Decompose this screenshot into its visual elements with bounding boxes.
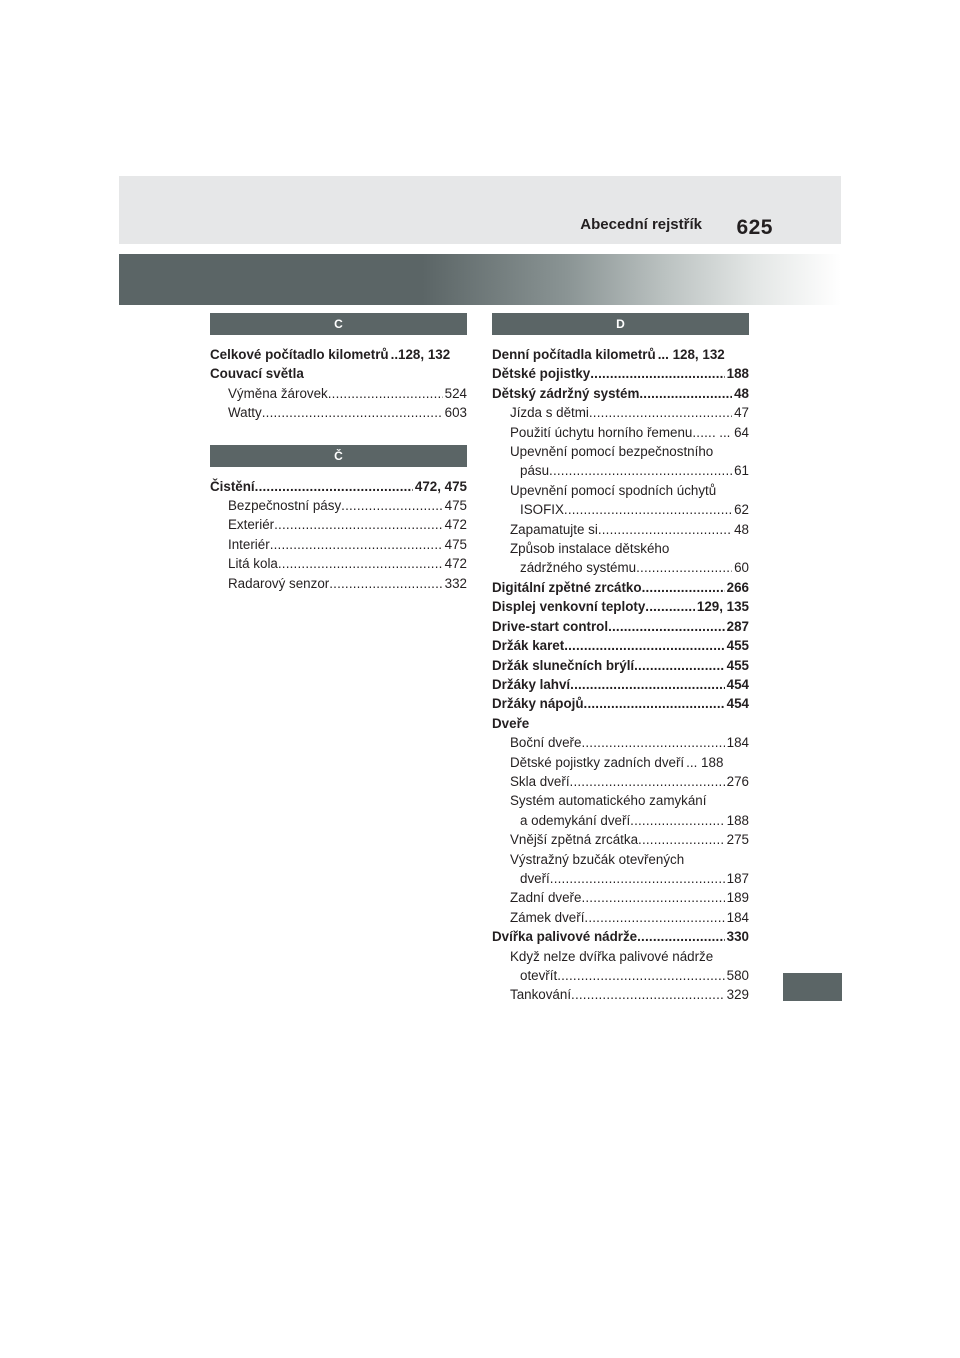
index-subentry: Když nelze dvířka palivové nádrže bbox=[510, 948, 714, 964]
index-subentry: Způsob instalace dětského bbox=[510, 541, 670, 557]
index-entry: Couvací světla bbox=[210, 366, 304, 382]
index-entry: Držáky lahví ..... 454 bbox=[492, 675, 749, 694]
section-title: Abecední rejstřík bbox=[580, 216, 702, 233]
index-subentry: Upevnění pomocí spodních úchytů bbox=[510, 482, 717, 498]
index-entry: Dětské pojistky ..... 188 bbox=[492, 364, 749, 383]
index-subentry: Boční dveře ..... 184 bbox=[492, 733, 749, 752]
index-subentry: Bezpečnostní pásy ..... 475 bbox=[210, 496, 467, 515]
index-section-c bbox=[210, 313, 467, 423]
index-subentry: Tankování ..... 329 bbox=[492, 985, 749, 1004]
index-entry: Drive-start control ..... 287 bbox=[492, 617, 749, 636]
index-entry: Digitální zpětné zrcátko ..... 266 bbox=[492, 578, 749, 597]
index-subentry: Výstražný bzučák otevřených bbox=[510, 851, 685, 867]
index-subentry: Radarový senzor ..... 332 bbox=[210, 574, 467, 593]
index-column-left bbox=[210, 313, 467, 615]
index-subentry-continued: otevřít ..... 580 bbox=[492, 966, 749, 985]
index-entry: Dveře bbox=[492, 715, 530, 731]
index-subentry-continued: a odemykání dveří ..... 188 bbox=[492, 811, 749, 830]
index-subentry: Zámek dveří ..... 184 bbox=[492, 908, 749, 927]
index-subentry: Systém automatického zamykání bbox=[510, 793, 707, 809]
decorative-gradient-bar bbox=[119, 254, 841, 305]
section-letter-header: Č bbox=[210, 445, 467, 467]
index-subentry: Zadní dveře ..... 189 bbox=[492, 888, 749, 907]
index-subentry-continued: ISOFIX ..... 62 bbox=[492, 500, 749, 519]
index-section-c-caron bbox=[210, 445, 467, 593]
index-subentry: Interiér ..... 475 bbox=[210, 535, 467, 554]
index-subentry-continued: pásu ..... 61 bbox=[492, 461, 749, 480]
index-subentry: Exteriér ..... 472 bbox=[210, 515, 467, 534]
index-subentry: Dětské pojistky zadních dveří ... 188 bbox=[510, 754, 724, 770]
index-subentry: Zapamatujte si ..... 48 bbox=[492, 520, 749, 539]
index-subentry: Skla dveří ..... 276 bbox=[492, 772, 749, 791]
index-entry: Dvířka palivové nádrže ..... 330 bbox=[492, 927, 749, 946]
index-entry: Dětský zádržný systém ..... 48 bbox=[492, 384, 749, 403]
index-subentry-continued: dveří ..... 187 bbox=[492, 869, 749, 888]
index-subentry: Watty ..... 603 bbox=[210, 403, 467, 422]
index-column-right bbox=[492, 313, 749, 1027]
index-entry: Držák slunečních brýlí ..... 455 bbox=[492, 656, 749, 675]
page-number: 625 bbox=[736, 216, 773, 239]
index-subentry-continued: zádržného systému ..... 60 bbox=[492, 558, 749, 577]
index-subentry: Použití úchytu horního řemenu ..... ... 64 bbox=[492, 423, 749, 442]
index-subentry: Litá kola ..... 472 bbox=[210, 554, 467, 573]
index-entry: Čistění ..... 472, 475 bbox=[210, 477, 467, 496]
index-subentry: Upevnění pomocí bezpečnostního bbox=[510, 444, 714, 460]
index-entry: Celkové počítadlo kilometrů ..128, 132 bbox=[210, 347, 451, 362]
index-section-d bbox=[492, 313, 749, 1005]
section-letter-header: C bbox=[210, 313, 467, 335]
chapter-thumb-tab bbox=[783, 973, 842, 1001]
index-entry: Držák karet ..... 455 bbox=[492, 636, 749, 655]
index-subentry: Jízda s dětmi ..... 47 bbox=[492, 403, 749, 422]
section-letter-header: D bbox=[492, 313, 749, 335]
index-subentry: Výměna žárovek ..... 524 bbox=[210, 384, 467, 403]
page-header bbox=[119, 176, 841, 244]
index-entry: Držáky nápojů ..... 454 bbox=[492, 694, 749, 713]
index-subentry: Vnější zpětná zrcátka ..... 275 bbox=[492, 830, 749, 849]
index-entry: Denní počítadla kilometrů ... 128, 132 bbox=[492, 347, 725, 362]
index-entry: Displej venkovní teploty ..... 129, 135 bbox=[492, 597, 749, 616]
